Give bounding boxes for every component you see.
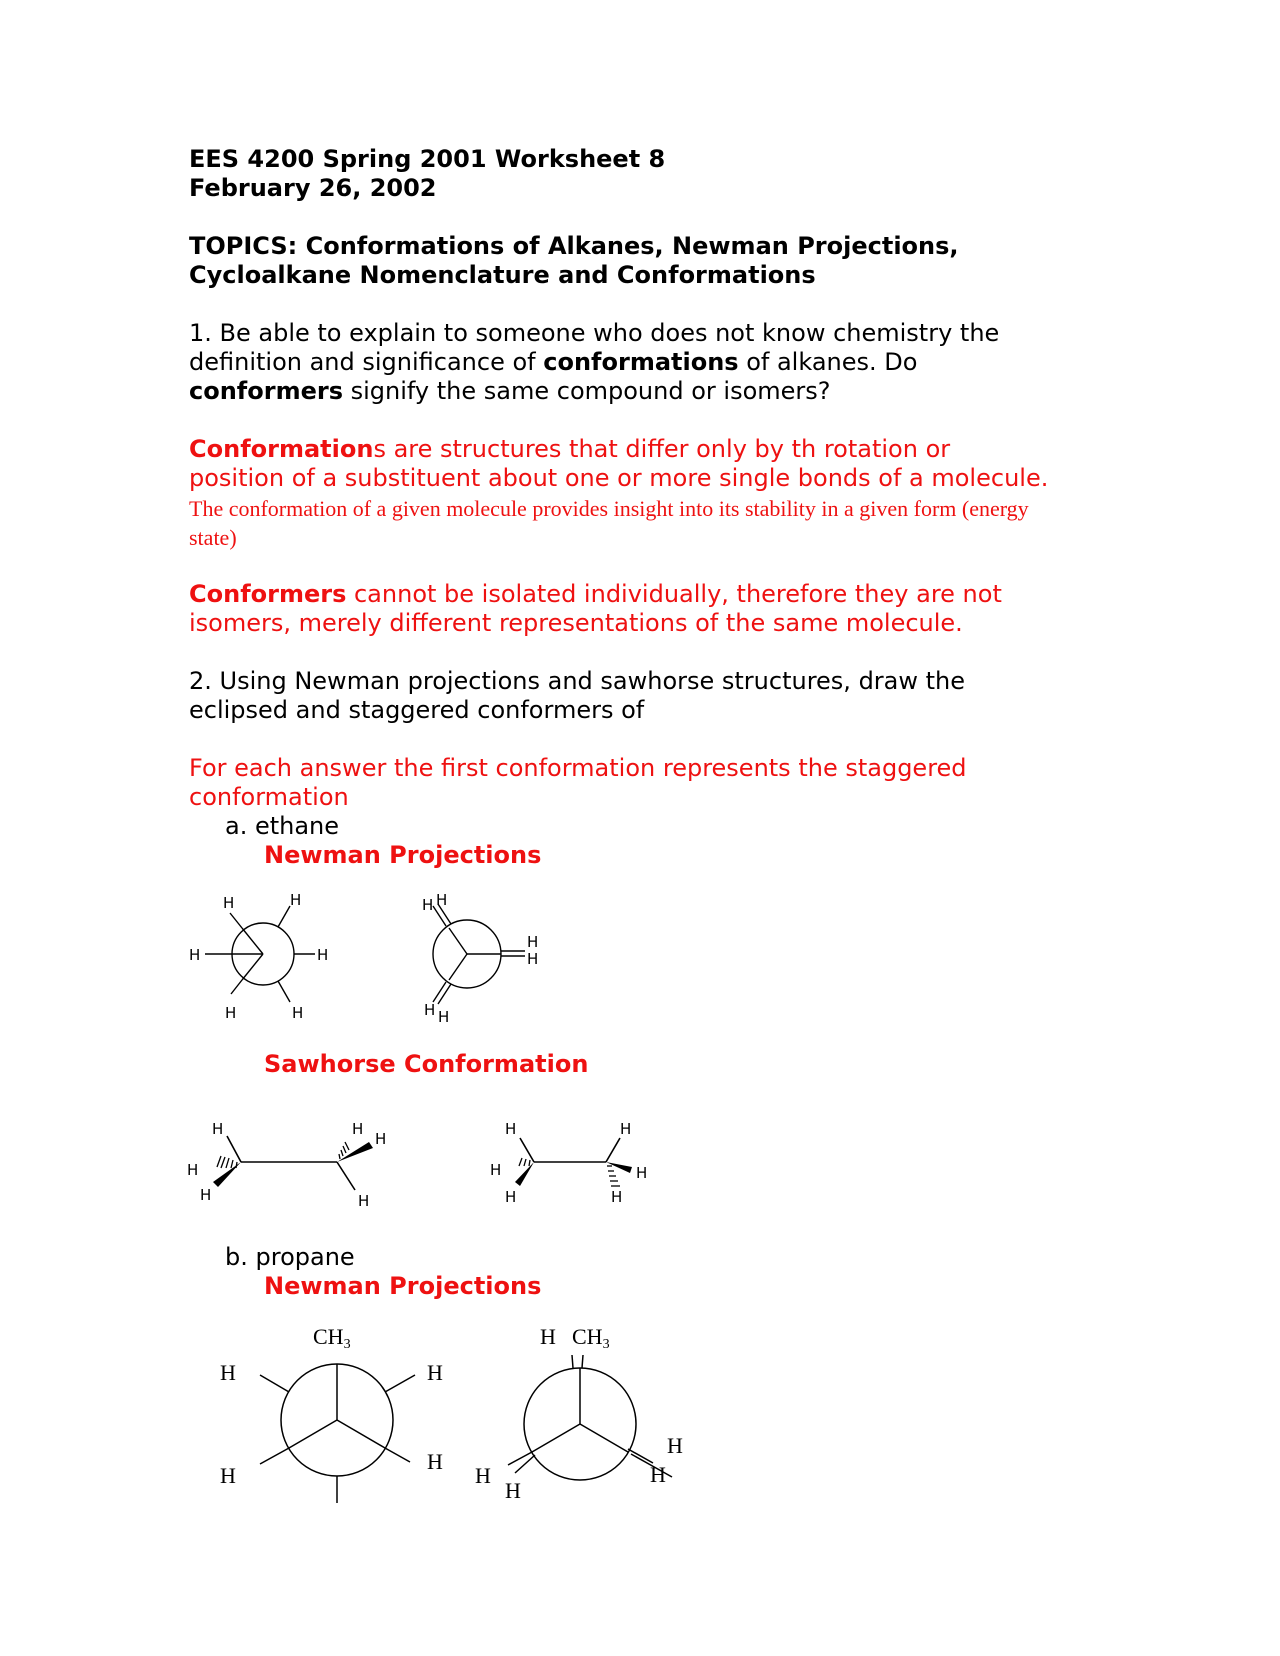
atom-label: H: [505, 1188, 517, 1206]
question-1-line-1: 1. Be able to explain to someone who does not know chemistry the: [189, 319, 1000, 347]
atom-label: H: [375, 1130, 387, 1148]
part-a-label: a. ethane: [225, 812, 340, 840]
worksheet-title: EES 4200 Spring 2001 Worksheet 8: [189, 145, 666, 173]
atom-label: H: [505, 1478, 521, 1503]
topics-line-2: Cycloalkane Nomenclature and Conformations: [189, 261, 816, 289]
answer-1-line-1: Conformations are structures that differ only by th rotation or: [189, 435, 951, 463]
answer-1-conformers-line-1: Conformers cannot be isolated individually, therefore they are not: [189, 580, 1002, 608]
atom-label: H: [540, 1324, 556, 1349]
ethane-newman-staggered: [185, 888, 355, 1028]
ethane-sawhorse-eclipsed: [480, 1110, 660, 1210]
part-b-label: b. propane: [225, 1243, 355, 1271]
atom-label: H: [620, 1120, 632, 1138]
atom-label: H: [422, 896, 434, 914]
answer-1-line-2: position of a substituent about one or more single bonds of a molecule.: [189, 464, 1049, 492]
atom-label: H: [650, 1462, 666, 1487]
newman-heading-propane: Newman Projections: [264, 1272, 542, 1300]
propane-newman-eclipsed: [460, 1325, 700, 1525]
atom-label: H: [505, 1120, 517, 1138]
atom-label: H: [187, 1161, 199, 1179]
atom-label: H: [317, 946, 329, 964]
sawhorse-heading: Sawhorse Conformation: [264, 1050, 589, 1078]
atom-label: H: [189, 946, 201, 964]
atom-label: H: [223, 894, 235, 912]
ethane-sawhorse-staggered: [185, 1110, 405, 1210]
atom-label: H: [475, 1463, 491, 1488]
atom-label: H: [667, 1433, 683, 1458]
answer-2-note-line-1: For each answer the first conformation represents the staggered: [189, 754, 967, 782]
question-1-line-2: definition and significance of conformations of alkanes. Do: [189, 348, 918, 376]
propane-newman-staggered: [205, 1325, 455, 1525]
atom-label: H: [527, 950, 539, 968]
atom-label: H: [292, 1004, 304, 1022]
atom-label: H: [212, 1120, 224, 1138]
atom-label: H: [225, 1004, 237, 1022]
answer-1-conformers-line-2: isomers, merely different representations of the same molecule.: [189, 609, 963, 637]
atom-label: H: [636, 1164, 648, 1182]
atom-label: H: [427, 1360, 443, 1385]
newman-heading-ethane: Newman Projections: [264, 841, 542, 869]
atom-label: H: [436, 891, 448, 909]
atom-label: H: [438, 1008, 450, 1026]
atom-label: H: [220, 1360, 236, 1385]
atom-label: H: [290, 891, 302, 909]
atom-label: H: [200, 1186, 212, 1204]
atom-label: H: [611, 1188, 623, 1206]
answer-1-serif-note: The conformation of a given molecule provides insight into its stability in a given form (energy state): [189, 496, 1029, 550]
atom-label: H: [427, 1449, 443, 1474]
atom-label: H: [424, 1001, 436, 1019]
methyl-label: CH3: [572, 1324, 610, 1352]
atom-label: H: [358, 1192, 370, 1210]
topics-line-1: TOPICS: Conformations of Alkanes, Newman Projections,: [189, 232, 959, 260]
atom-label: H: [220, 1463, 236, 1488]
question-1-line-3: conformers signify the same compound or isomers?: [189, 377, 831, 405]
question-2-line-2: eclipsed and staggered conformers of: [189, 696, 645, 724]
question-2-line-1: 2. Using Newman projections and sawhorse structures, draw the: [189, 667, 966, 695]
atom-label: H: [527, 933, 539, 951]
atom-label: H: [352, 1120, 364, 1138]
ethane-newman-eclipsed: [410, 888, 540, 1028]
methyl-label: CH3: [313, 1324, 351, 1352]
atom-label: H: [490, 1161, 502, 1179]
answer-2-note-line-2: conformation: [189, 783, 349, 811]
worksheet-date: February 26, 2002: [189, 174, 437, 202]
